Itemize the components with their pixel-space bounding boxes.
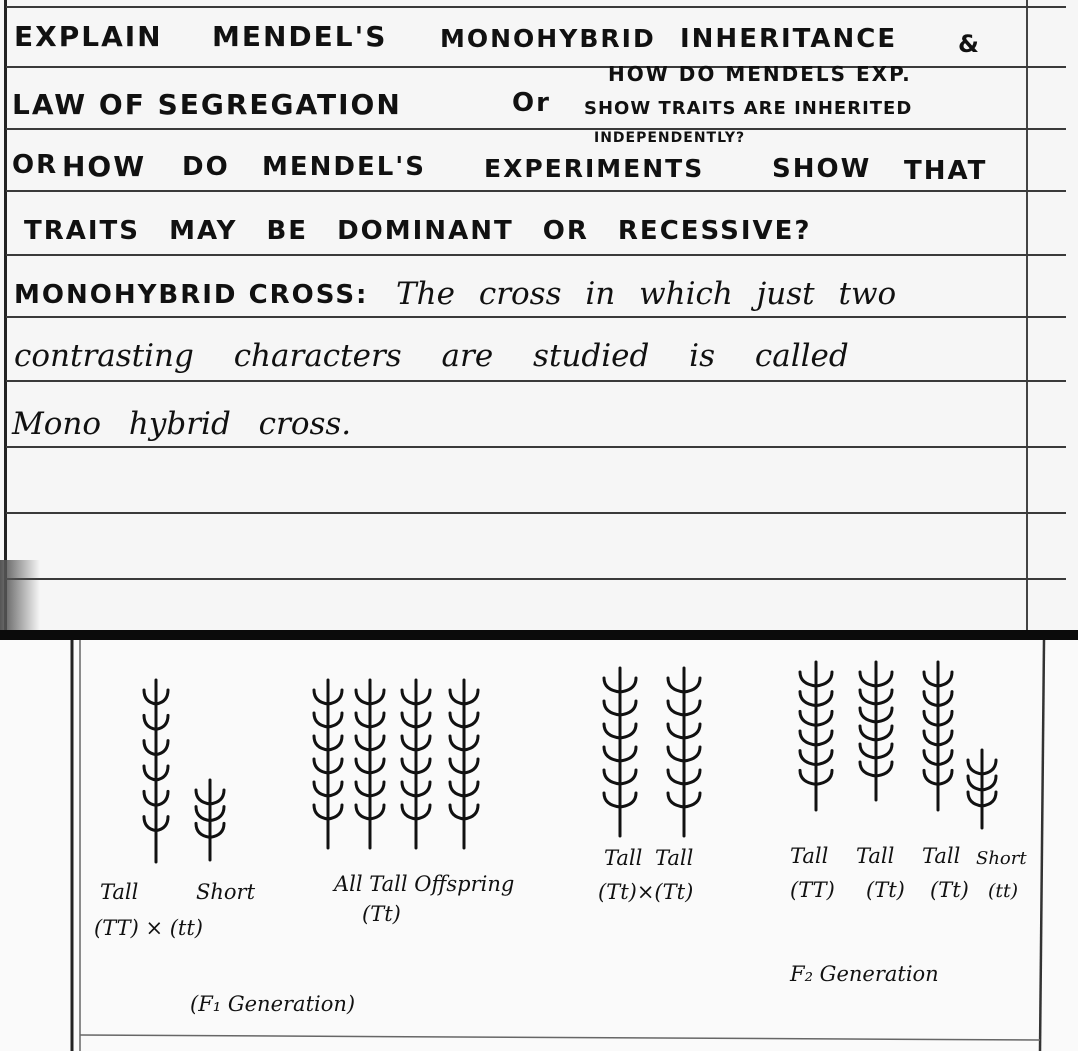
ruled-line — [6, 578, 1066, 580]
ampersand: & — [958, 30, 981, 58]
pea-plant — [604, 668, 636, 836]
f1-genotype: (Tt) — [362, 902, 401, 926]
heading-word: OR — [12, 150, 59, 180]
pea-plant — [924, 662, 952, 810]
ruled-line — [6, 380, 1066, 382]
f1-generation-label: (F₁ Generation) — [190, 992, 356, 1016]
f2-label: Tall — [856, 844, 895, 868]
selfing-labels: Tall Tall — [604, 846, 694, 870]
ruled-line — [6, 512, 1066, 514]
pea-plant — [860, 662, 892, 800]
f2-genotype: (Tt) — [866, 878, 905, 902]
heading-word: MENDEL'S — [262, 152, 426, 182]
term-label: MONOHYBRID CROSS: — [14, 280, 369, 310]
heading-word: INHERITANCE — [680, 24, 898, 54]
heading-word: DO — [182, 152, 230, 182]
photo-divider — [0, 630, 1078, 640]
heading-word: EXPLAIN — [14, 20, 163, 53]
ruled-line — [6, 316, 1066, 318]
f2-label: Tall — [790, 844, 829, 868]
heading-line: TRAITS MAY BE DOMINANT OR RECESSIVE? — [24, 216, 812, 246]
insert-line: HOW DO MENDELS EXP. — [608, 62, 912, 86]
notebook-page-bottom — [0, 640, 1078, 1051]
tall-parent-label: Tall — [100, 880, 139, 904]
f1-offspring-label: All Tall Offspring — [334, 872, 515, 896]
f2-genotype: (TT) — [790, 878, 835, 902]
right-margin-line — [1040, 640, 1044, 1051]
ruled-line — [6, 446, 1066, 448]
ruled-line — [6, 128, 1066, 130]
heading-word: Or — [512, 88, 551, 118]
heading-word: LAW OF SEGREGATION — [12, 88, 402, 121]
pea-plant — [314, 680, 342, 848]
pea-plant — [144, 680, 168, 862]
ruled-line — [6, 190, 1066, 192]
ruled-line — [6, 6, 1066, 8]
f2-label: Tall — [922, 844, 961, 868]
pea-plant — [402, 680, 430, 848]
heading-word: MENDEL'S — [212, 20, 388, 53]
pea-plant — [356, 680, 384, 848]
pea-plant — [800, 662, 832, 810]
definition-text: contrasting characters are studied is called — [14, 338, 849, 374]
heading-word: MONOHYBRID — [440, 24, 656, 53]
insert-line: SHOW TRAITS ARE INHERITED — [584, 98, 913, 119]
ruled-line — [6, 254, 1066, 256]
definition-text: The cross in which just two — [396, 276, 897, 312]
plant-drawings — [0, 640, 1078, 1051]
heading-word: THAT — [904, 156, 988, 186]
pea-plant — [668, 668, 700, 836]
pea-plant — [968, 750, 996, 828]
selfing-cross: (Tt)×(Tt) — [598, 880, 694, 904]
heading-word: HOW — [62, 150, 147, 183]
f2-genotype: (Tt) — [930, 878, 969, 902]
f2-label: Short — [976, 848, 1027, 869]
definition-text: Mono hybrid cross. — [12, 406, 352, 442]
parent-cross: (TT) × (tt) — [94, 916, 203, 940]
page-shadow — [0, 560, 40, 632]
pea-plant — [196, 780, 224, 860]
f2-genotype: (tt) — [988, 880, 1019, 902]
f2-generation-label: F₂ Generation — [790, 962, 939, 986]
short-parent-label: Short — [196, 880, 256, 904]
heading-word: SHOW — [772, 154, 872, 184]
heading-word: EXPERIMENTS — [484, 154, 705, 183]
pea-plant — [450, 680, 478, 848]
insert-line: INDEPENDENTLY? — [594, 130, 746, 146]
bottom-rule — [80, 1035, 1040, 1040]
